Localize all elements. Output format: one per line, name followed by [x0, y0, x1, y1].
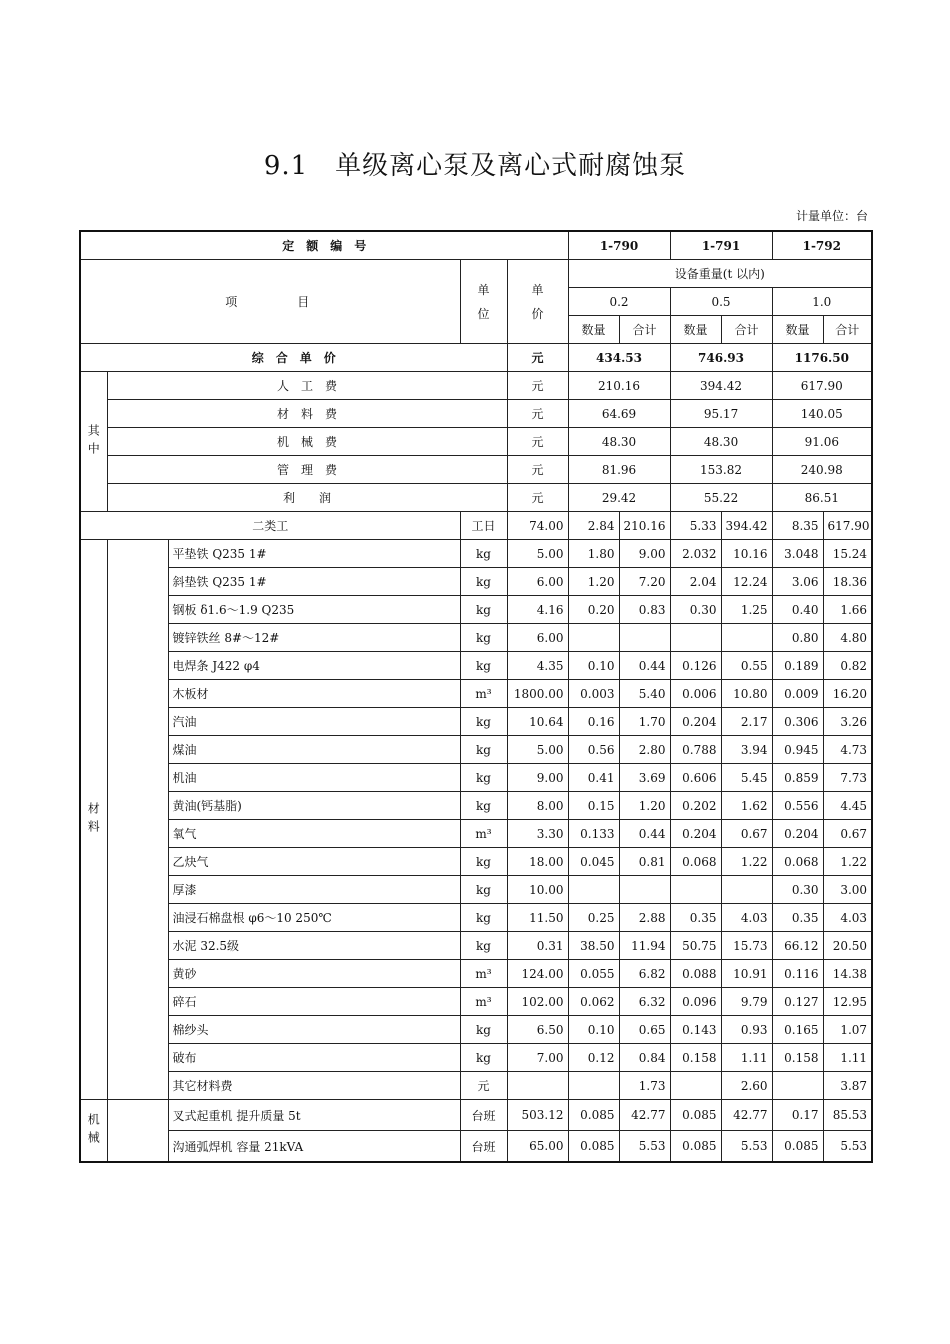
materials-cell: 2.80 — [619, 736, 670, 764]
cost-item-name: 材 料 费 — [107, 400, 507, 428]
materials-row — [80, 876, 872, 904]
materials-cell: 0.143 — [670, 1016, 721, 1044]
quota-code: 1-791 — [670, 231, 772, 260]
materials-cell: 3.26 — [823, 708, 872, 736]
summary-value: 746.93 — [670, 344, 772, 372]
materials-name: 厚漆 — [168, 876, 460, 904]
materials-cell: 0.25 — [568, 904, 619, 932]
item-label: 项 目 — [225, 295, 316, 309]
materials-name: 黄油(钙基脂) — [168, 792, 460, 820]
materials-cell: 12.24 — [721, 568, 772, 596]
of-which-row — [80, 456, 872, 484]
materials-group-label: 材料 — [80, 540, 107, 1100]
materials-cell: 1.25 — [721, 596, 772, 624]
materials-cell: 0.93 — [721, 1016, 772, 1044]
materials-cell: 12.95 — [823, 988, 872, 1016]
materials-name: 碎石 — [168, 988, 460, 1016]
sum-header: 合计 — [721, 316, 772, 344]
materials-cell: 0.55 — [721, 652, 772, 680]
cost-item-value: 48.30 — [568, 428, 670, 456]
materials-cell: 3.69 — [619, 764, 670, 792]
materials-cell: 1.66 — [823, 596, 872, 624]
materials-row — [80, 820, 872, 848]
materials-cell: 0.204 — [772, 820, 823, 848]
materials-cell: 1.22 — [823, 848, 872, 876]
materials-cell: 4.03 — [721, 904, 772, 932]
materials-name: 镀锌铁丝 8#～12# — [168, 624, 460, 652]
machinery-name: 叉式起重机 提升质量 5t — [168, 1100, 460, 1131]
materials-cell — [619, 876, 670, 904]
materials-cell: 0.116 — [772, 960, 823, 988]
materials-cell: 0.20 — [568, 596, 619, 624]
of-which-row — [80, 428, 872, 456]
materials-cell: 1.07 — [823, 1016, 872, 1044]
materials-row — [80, 652, 872, 680]
summary-value: 1176.50 — [772, 344, 872, 372]
materials-cell: 0.44 — [619, 820, 670, 848]
materials-cell: 0.204 — [670, 708, 721, 736]
materials-cell: 0.158 — [670, 1044, 721, 1072]
materials-unit: kg — [460, 904, 507, 932]
labor-cell: 5.33 — [670, 512, 721, 540]
materials-cell: 0.67 — [721, 820, 772, 848]
quota-no-label: 定 额 编 号 — [80, 231, 568, 260]
materials-cell: 7.73 — [823, 764, 872, 792]
materials-row — [80, 568, 872, 596]
materials-cell — [721, 876, 772, 904]
materials-unit: kg — [460, 1044, 507, 1072]
machinery-name: 沟通弧焊机 容量 21kVA — [168, 1131, 460, 1163]
cost-item-value: 29.42 — [568, 484, 670, 512]
labor-cell: 2.84 — [568, 512, 619, 540]
cost-item-value: 48.30 — [670, 428, 772, 456]
materials-cell: 7.20 — [619, 568, 670, 596]
machinery-cell: 0.085 — [670, 1131, 721, 1163]
materials-row — [80, 1016, 872, 1044]
materials-cell: 1.70 — [619, 708, 670, 736]
labor-cell: 8.35 — [772, 512, 823, 540]
machinery-cell: 0.085 — [772, 1131, 823, 1163]
materials-cell: 50.75 — [670, 932, 721, 960]
machinery-price: 65.00 — [507, 1131, 568, 1163]
machinery-blank-col — [107, 1100, 168, 1163]
materials-cell: 1.22 — [721, 848, 772, 876]
materials-unit: m³ — [460, 680, 507, 708]
materials-cell: 1.20 — [619, 792, 670, 820]
materials-name: 机油 — [168, 764, 460, 792]
materials-cell: 0.82 — [823, 652, 872, 680]
machinery-price: 503.12 — [507, 1100, 568, 1131]
materials-row — [80, 596, 872, 624]
materials-cell: 0.41 — [568, 764, 619, 792]
materials-cell: 38.50 — [568, 932, 619, 960]
materials-cell: 14.38 — [823, 960, 872, 988]
materials-cell: 5.45 — [721, 764, 772, 792]
materials-cell: 4.80 — [823, 624, 872, 652]
materials-cell: 0.133 — [568, 820, 619, 848]
machinery-cell: 0.085 — [568, 1131, 619, 1163]
materials-cell: 0.126 — [670, 652, 721, 680]
materials-row — [80, 848, 872, 876]
materials-row — [80, 904, 872, 932]
materials-cell: 0.165 — [772, 1016, 823, 1044]
cost-item-value: 81.96 — [568, 456, 670, 484]
materials-unit: 元 — [460, 1072, 507, 1100]
materials-cell — [619, 624, 670, 652]
materials-cell: 0.788 — [670, 736, 721, 764]
materials-unit: kg — [460, 764, 507, 792]
materials-unit: kg — [460, 708, 507, 736]
materials-cell: 4.03 — [823, 904, 872, 932]
materials-price: 3.30 — [507, 820, 568, 848]
materials-cell: 0.56 — [568, 736, 619, 764]
cost-item-value: 240.98 — [772, 456, 872, 484]
materials-name: 乙炔气 — [168, 848, 460, 876]
machinery-cell: 5.53 — [823, 1131, 872, 1163]
cost-item-value: 153.82 — [670, 456, 772, 484]
materials-cell: 0.003 — [568, 680, 619, 708]
materials-row — [80, 624, 872, 652]
materials-price: 8.00 — [507, 792, 568, 820]
materials-cell: 0.127 — [772, 988, 823, 1016]
materials-cell: 3.94 — [721, 736, 772, 764]
materials-cell: 1.80 — [568, 540, 619, 568]
materials-cell: 0.15 — [568, 792, 619, 820]
materials-cell: 0.204 — [670, 820, 721, 848]
materials-cell: 3.00 — [823, 876, 872, 904]
weight-value: 1.0 — [772, 288, 872, 316]
materials-cell: 10.16 — [721, 540, 772, 568]
materials-cell: 3.06 — [772, 568, 823, 596]
cost-item-name: 机 械 费 — [107, 428, 507, 456]
materials-row — [80, 680, 872, 708]
of-which-row — [80, 372, 872, 400]
machinery-cell: 0.17 — [772, 1100, 823, 1131]
cost-item-value: 55.22 — [670, 484, 772, 512]
materials-unit: kg — [460, 596, 507, 624]
materials-cell: 0.67 — [823, 820, 872, 848]
summary-value: 434.53 — [568, 344, 670, 372]
materials-row — [80, 988, 872, 1016]
machinery-row — [80, 1131, 872, 1163]
cost-item-value: 394.42 — [670, 372, 772, 400]
cost-item-unit: 元 — [507, 456, 568, 484]
materials-cell: 0.30 — [772, 876, 823, 904]
materials-cell: 0.35 — [772, 904, 823, 932]
labor-row — [80, 512, 872, 540]
materials-cell: 0.055 — [568, 960, 619, 988]
machinery-cell: 42.77 — [619, 1100, 670, 1131]
unit-header: 单 位 — [460, 260, 507, 344]
materials-name: 木板材 — [168, 680, 460, 708]
materials-cell: 4.73 — [823, 736, 872, 764]
materials-price: 10.00 — [507, 876, 568, 904]
materials-price: 102.00 — [507, 988, 568, 1016]
materials-cell: 0.84 — [619, 1044, 670, 1072]
quota-code: 1-790 — [568, 231, 670, 260]
of-which-group-label: 其中 — [80, 372, 107, 512]
materials-cell: 0.10 — [568, 652, 619, 680]
summary-unit: 元 — [507, 344, 568, 372]
materials-name: 电焊条 J422 φ4 — [168, 652, 460, 680]
materials-cell: 2.60 — [721, 1072, 772, 1100]
materials-name: 氧气 — [168, 820, 460, 848]
materials-unit: kg — [460, 624, 507, 652]
cost-item-value: 86.51 — [772, 484, 872, 512]
cost-item-value: 140.05 — [772, 400, 872, 428]
materials-cell: 0.65 — [619, 1016, 670, 1044]
materials-cell — [721, 624, 772, 652]
materials-cell: 2.17 — [721, 708, 772, 736]
materials-name: 平垫铁 Q235 1# — [168, 540, 460, 568]
materials-unit: kg — [460, 792, 507, 820]
materials-name: 其它材料费 — [168, 1072, 460, 1100]
materials-cell: 0.16 — [568, 708, 619, 736]
materials-price: 10.64 — [507, 708, 568, 736]
materials-row — [80, 792, 872, 820]
materials-price: 6.00 — [507, 624, 568, 652]
materials-cell: 6.32 — [619, 988, 670, 1016]
materials-cell: 9.00 — [619, 540, 670, 568]
materials-price: 1800.00 — [507, 680, 568, 708]
materials-price: 18.00 — [507, 848, 568, 876]
cost-item-value: 64.69 — [568, 400, 670, 428]
materials-cell: 0.35 — [670, 904, 721, 932]
materials-cell: 2.04 — [670, 568, 721, 596]
machinery-cell: 0.085 — [670, 1100, 721, 1131]
materials-name: 钢板 δ1.6～1.9 Q235 — [168, 596, 460, 624]
materials-price: 5.00 — [507, 736, 568, 764]
materials-cell: 0.81 — [619, 848, 670, 876]
materials-unit: kg — [460, 568, 507, 596]
machinery-cell: 5.53 — [721, 1131, 772, 1163]
materials-row — [80, 736, 872, 764]
materials-cell — [568, 1072, 619, 1100]
materials-row — [80, 960, 872, 988]
labor-cell: 394.42 — [721, 512, 772, 540]
materials-cell: 0.945 — [772, 736, 823, 764]
machinery-cell: 0.085 — [568, 1100, 619, 1131]
materials-cell — [568, 876, 619, 904]
materials-row — [80, 1044, 872, 1072]
of-which-row — [80, 484, 872, 512]
weight-value: 0.2 — [568, 288, 670, 316]
materials-cell: 0.202 — [670, 792, 721, 820]
materials-name: 汽油 — [168, 708, 460, 736]
materials-cell: 1.11 — [721, 1044, 772, 1072]
materials-cell: 16.20 — [823, 680, 872, 708]
machinery-cell: 85.53 — [823, 1100, 872, 1131]
materials-cell: 11.94 — [619, 932, 670, 960]
weight-value: 0.5 — [670, 288, 772, 316]
materials-price: 11.50 — [507, 904, 568, 932]
qty-header: 数量 — [670, 316, 721, 344]
materials-cell: 66.12 — [772, 932, 823, 960]
materials-cell — [670, 876, 721, 904]
materials-cell: 3.87 — [823, 1072, 872, 1100]
materials-cell: 0.44 — [619, 652, 670, 680]
unit-note: 计量单位：台 — [795, 209, 868, 223]
materials-cell: 0.12 — [568, 1044, 619, 1072]
summary-row — [80, 344, 872, 372]
quota-table — [79, 230, 873, 1163]
materials-unit: kg — [460, 848, 507, 876]
materials-cell: 0.189 — [772, 652, 823, 680]
materials-cell: 10.80 — [721, 680, 772, 708]
materials-cell: 15.73 — [721, 932, 772, 960]
materials-cell: 0.062 — [568, 988, 619, 1016]
cost-item-unit: 元 — [507, 372, 568, 400]
materials-price: 0.31 — [507, 932, 568, 960]
materials-blank-col — [107, 540, 168, 1100]
labor-unit: 工日 — [460, 512, 507, 540]
labor-cell: 617.90 — [823, 512, 872, 540]
machinery-unit: 台班 — [460, 1131, 507, 1163]
materials-price — [507, 1072, 568, 1100]
machinery-row — [80, 1100, 872, 1131]
materials-cell: 0.859 — [772, 764, 823, 792]
materials-row — [80, 708, 872, 736]
materials-cell: 3.048 — [772, 540, 823, 568]
materials-cell: 1.62 — [721, 792, 772, 820]
labor-name: 二类工 — [80, 512, 460, 540]
materials-price: 9.00 — [507, 764, 568, 792]
machinery-cell: 5.53 — [619, 1131, 670, 1163]
materials-unit: kg — [460, 736, 507, 764]
materials-cell: 0.068 — [772, 848, 823, 876]
materials-cell: 9.79 — [721, 988, 772, 1016]
qty-header: 数量 — [568, 316, 619, 344]
materials-cell: 0.068 — [670, 848, 721, 876]
materials-cell: 10.91 — [721, 960, 772, 988]
cost-item-unit: 元 — [507, 400, 568, 428]
cost-item-unit: 元 — [507, 428, 568, 456]
materials-row — [80, 1072, 872, 1100]
materials-cell: 0.009 — [772, 680, 823, 708]
labor-price: 74.00 — [507, 512, 568, 540]
cost-item-name: 利 润 — [107, 484, 507, 512]
sum-header: 合计 — [823, 316, 872, 344]
materials-cell: 20.50 — [823, 932, 872, 960]
materials-price: 4.16 — [507, 596, 568, 624]
materials-cell: 1.20 — [568, 568, 619, 596]
materials-name: 水泥 32.5级 — [168, 932, 460, 960]
materials-price: 4.35 — [507, 652, 568, 680]
materials-cell — [670, 1072, 721, 1100]
header-row-weight — [80, 260, 872, 288]
materials-row — [80, 540, 872, 568]
materials-cell: 0.006 — [670, 680, 721, 708]
materials-cell: 4.45 — [823, 792, 872, 820]
materials-cell: 0.556 — [772, 792, 823, 820]
materials-cell: 2.032 — [670, 540, 721, 568]
quota-code: 1-792 — [772, 231, 872, 260]
materials-cell: 1.73 — [619, 1072, 670, 1100]
cost-item-name: 管 理 费 — [107, 456, 507, 484]
materials-name: 破布 — [168, 1044, 460, 1072]
materials-price: 6.50 — [507, 1016, 568, 1044]
materials-cell: 0.088 — [670, 960, 721, 988]
materials-unit: kg — [460, 932, 507, 960]
materials-cell: 0.306 — [772, 708, 823, 736]
materials-price: 7.00 — [507, 1044, 568, 1072]
materials-price: 6.00 — [507, 568, 568, 596]
machinery-group-label: 机械 — [80, 1100, 107, 1163]
materials-unit: m³ — [460, 960, 507, 988]
materials-row — [80, 932, 872, 960]
cost-item-name: 人 工 费 — [107, 372, 507, 400]
machinery-unit: 台班 — [460, 1100, 507, 1131]
item-header — [80, 260, 460, 344]
of-which-row — [80, 400, 872, 428]
cost-item-value: 617.90 — [772, 372, 872, 400]
materials-row — [80, 764, 872, 792]
materials-cell — [772, 1072, 823, 1100]
materials-cell: 18.36 — [823, 568, 872, 596]
materials-cell: 15.24 — [823, 540, 872, 568]
materials-cell: 1.11 — [823, 1044, 872, 1072]
cost-item-value: 91.06 — [772, 428, 872, 456]
materials-name: 油浸石棉盘根 φ6～10 250℃ — [168, 904, 460, 932]
materials-unit: kg — [460, 540, 507, 568]
materials-cell: 6.82 — [619, 960, 670, 988]
materials-name: 黄砂 — [168, 960, 460, 988]
labor-cell: 210.16 — [619, 512, 670, 540]
materials-unit: kg — [460, 1016, 507, 1044]
quota-code-row — [80, 231, 872, 260]
materials-price: 5.00 — [507, 540, 568, 568]
materials-cell: 0.096 — [670, 988, 721, 1016]
page-title: 9.1 单级离心泵及离心式耐腐蚀泵 — [263, 151, 687, 181]
cost-item-unit: 元 — [507, 484, 568, 512]
sum-header: 合计 — [619, 316, 670, 344]
materials-price: 124.00 — [507, 960, 568, 988]
price-header: 单 价 — [507, 260, 568, 344]
materials-cell: 0.045 — [568, 848, 619, 876]
materials-cell: 0.606 — [670, 764, 721, 792]
materials-cell: 2.88 — [619, 904, 670, 932]
weight-label: 设备重量(t 以内) — [568, 260, 872, 288]
machinery-cell: 42.77 — [721, 1100, 772, 1131]
materials-name: 棉纱头 — [168, 1016, 460, 1044]
cost-item-value: 95.17 — [670, 400, 772, 428]
summary-label: 综 合 单 价 — [80, 344, 507, 372]
materials-name: 煤油 — [168, 736, 460, 764]
materials-cell: 0.158 — [772, 1044, 823, 1072]
materials-unit: kg — [460, 652, 507, 680]
materials-cell: 0.80 — [772, 624, 823, 652]
materials-cell: 5.40 — [619, 680, 670, 708]
materials-cell: 0.40 — [772, 596, 823, 624]
materials-unit: kg — [460, 876, 507, 904]
materials-unit: m³ — [460, 820, 507, 848]
materials-cell: 0.30 — [670, 596, 721, 624]
materials-unit: m³ — [460, 988, 507, 1016]
materials-name: 斜垫铁 Q235 1# — [168, 568, 460, 596]
materials-cell: 0.83 — [619, 596, 670, 624]
materials-cell — [568, 624, 619, 652]
qty-header: 数量 — [772, 316, 823, 344]
materials-cell — [670, 624, 721, 652]
cost-item-value: 210.16 — [568, 372, 670, 400]
materials-cell: 0.10 — [568, 1016, 619, 1044]
